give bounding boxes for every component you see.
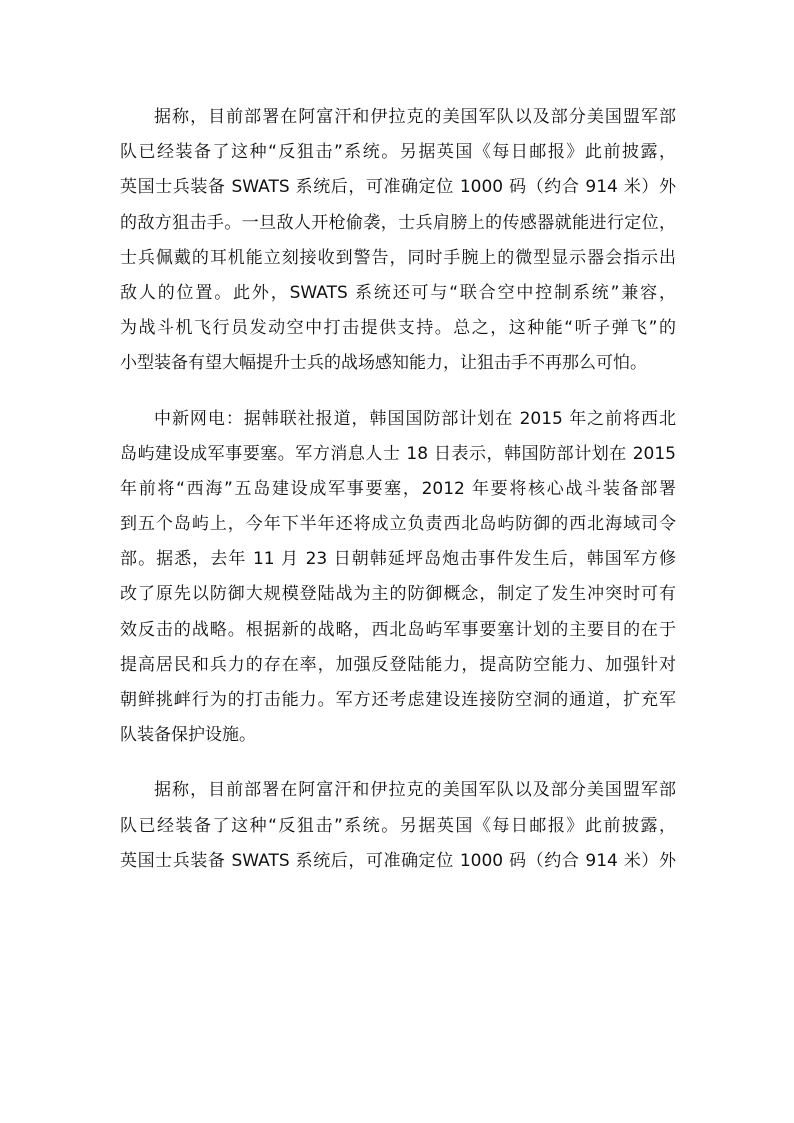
text-line: 中新网电：据韩联社报道，韩国国防部计划在 2015 年之前将西北 [154, 408, 676, 429]
text-line: 敌人的位置。此外，SWATS 系统还可与“联合空中控制系统”兼容， [120, 282, 676, 303]
text-line: 年前将“西海”五岛建设成军事要塞，2012 年要将核心战斗装备部署 [120, 478, 676, 499]
text-line: 到五个岛屿上，今年下半年还将成立负责西北岛屿防御的西北海域司令 [120, 514, 676, 535]
text-line: 英国士兵装备 SWATS 系统后，可准确定位 1000 码（约合 914 米）外 [120, 850, 676, 871]
text-line: 部。据悉，去年 11 月 23 日朝韩延坪岛炮击事件发生后，韩国军方修 [120, 549, 676, 570]
document-body [120, 100, 676, 899]
text-line: 据称，目前部署在阿富汗和伊拉克的美国军队以及部分美国盟军部 [154, 107, 676, 127]
text-line: 效反击的战略。根据新的战略，西北岛屿军事要塞计划的主要目的在于 [120, 619, 676, 640]
text-line: 士兵佩戴的耳机能立刻接收到警告，同时手腕上的微型显示器会指示出 [120, 247, 676, 268]
text-line: 改了原先以防御大规模登陆战为主的防御概念，制定了发生冲突时可有 [120, 584, 676, 605]
text-line: 据称，目前部署在阿富汗和伊拉克的美国军队以及部分美国盟军部 [154, 780, 676, 801]
text-line: 队已经装备了这种“反狙击”系统。另据英国《每日邮报》此前披露， [120, 815, 676, 836]
text-line: 队已经装备了这种“反狙击”系统。另据英国《每日邮报》此前披露， [120, 142, 676, 163]
paragraph-korea-islands [120, 402, 676, 754]
text-line: 小型装备有望大幅提升士兵的战场感知能力，让狙击手不再那么可怕。 [120, 353, 647, 374]
text-line: 队装备保护设施。 [120, 725, 256, 746]
text-line: 朝鲜挑衅行为的打击能力。军方还考虑建设连接防空洞的通道，扩充军 [120, 690, 676, 710]
text-line: 提高居民和兵力的存在率，加强反登陆能力，提高防空能力、加强针对 [120, 654, 676, 675]
paragraph-swats-2 [120, 773, 676, 879]
text-line: 岛屿建设成军事要塞。军方消息人士 18 日表示，韩国防部计划在 2015 [120, 443, 676, 464]
paragraph-swats-1 [120, 100, 676, 382]
text-line: 为战斗机飞行员发动空中打击提供支持。总之，这种能“听子弹飞”的 [120, 318, 676, 339]
text-line: 的敌方狙击手。一旦敌人开枪偷袭，士兵肩膀上的传感器就能进行定位， [120, 212, 676, 233]
text-line: 英国士兵装备 SWATS 系统后，可准确定位 1000 码（约合 914 米）外 [120, 177, 676, 198]
